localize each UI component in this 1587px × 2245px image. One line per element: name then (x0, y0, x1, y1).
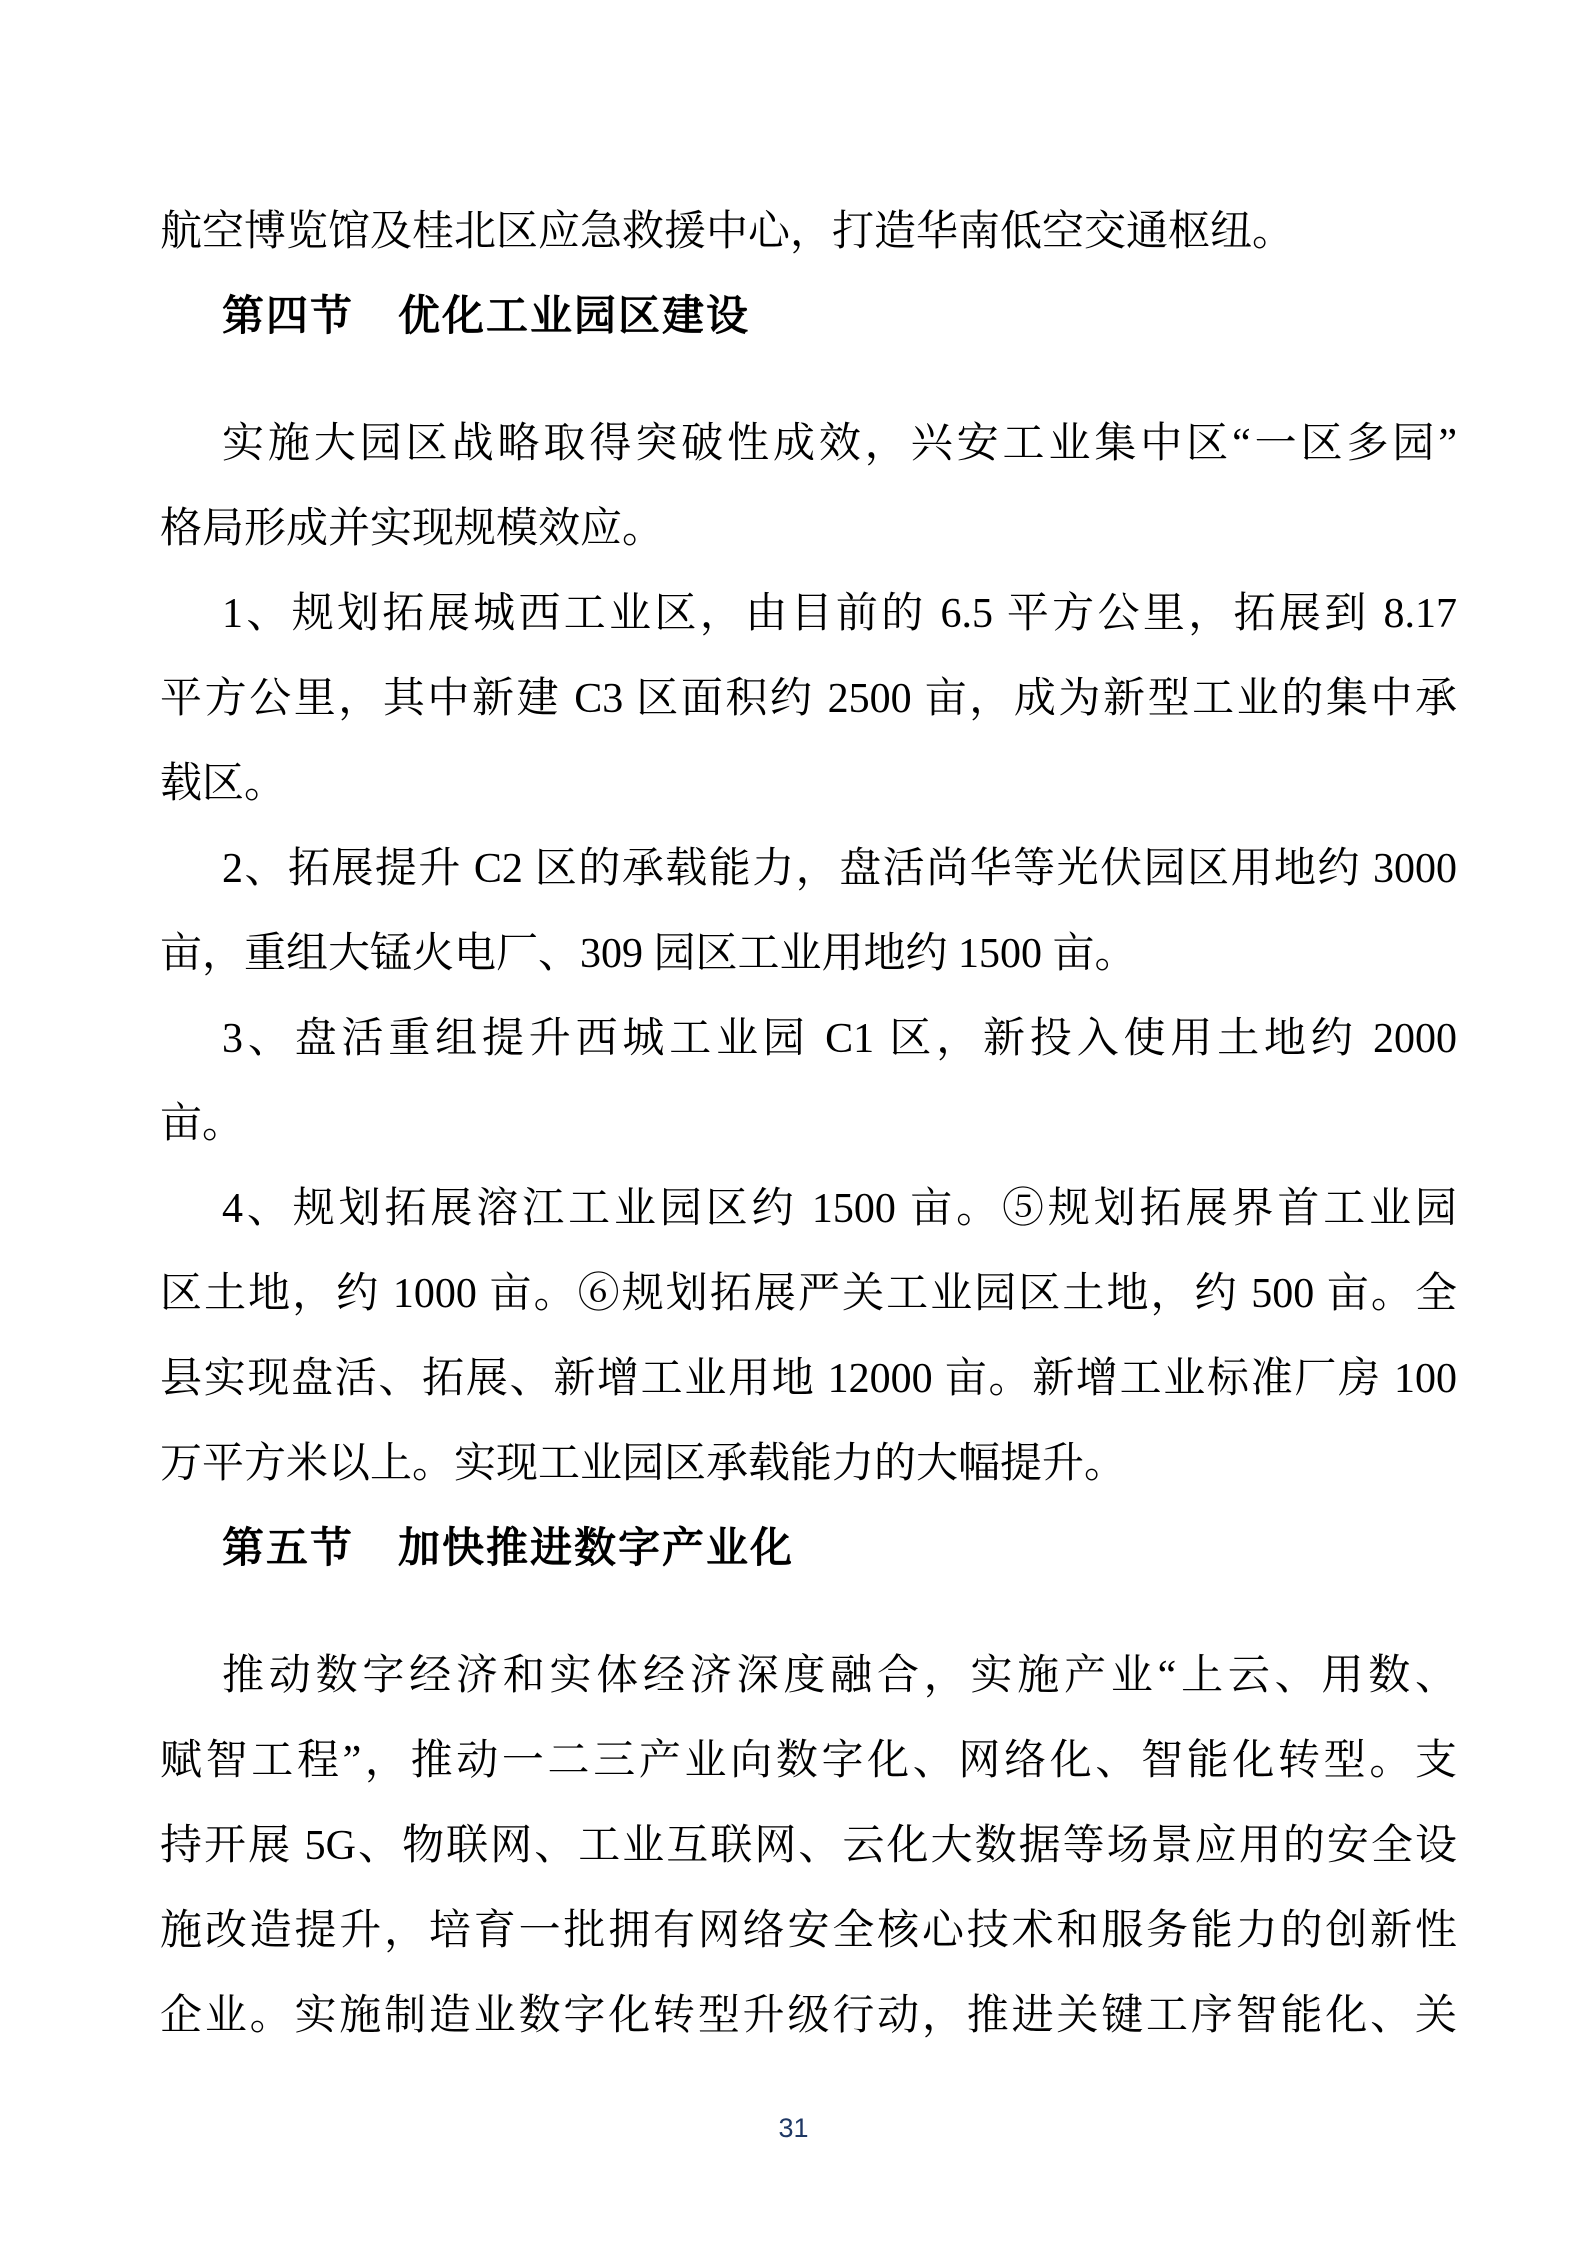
page-number: 31 (778, 2113, 809, 2143)
document-line: 县实现盘活、拓展、新增工业用地 12000 亩。新增工业标准厂房 100 (160, 1356, 1457, 1402)
document-line-item-4: 4、规划拓展溶江工业园区约 1500 亩。⑤规划拓展界首工业园 (222, 1186, 1457, 1232)
document-line: 格局形成并实现规模效应。 (160, 506, 665, 552)
document-line: 航空博览馆及桂北区应急救援中心，打造华南低空交通枢纽。 (160, 209, 1295, 255)
document-line: 赋智工程”，推动一二三产业向数字化、网络化、智能化转型。支 (160, 1738, 1457, 1784)
section-heading-5: 第五节 加快推进数字产业化 (222, 1526, 795, 1572)
document-line: 万平方米以上。实现工业园区承载能力的大幅提升。 (160, 1441, 1127, 1487)
section-heading-4: 第四节 优化工业园区建设 (222, 294, 751, 340)
document-line: 施改造提升，培育一批拥有网络安全核心技术和服务能力的创新性 (160, 1908, 1457, 1954)
document-line-item-3: 3、盘活重组提升西城工业园 C1 区，新投入使用土地约 2000 (222, 1016, 1457, 1062)
document-line: 区土地，约 1000 亩。⑥规划拓展严关工业园区土地，约 500 亩。全 (160, 1271, 1457, 1317)
document-line-item-2: 2、拓展提升 C2 区的承载能力，盘活尚华等光伏园区用地约 3000 (222, 846, 1457, 892)
document-line: 亩，重组大锰火电厂、309 园区工业用地约 1500 亩。 (160, 931, 1137, 977)
document-line: 亩。 (160, 1101, 245, 1147)
document-body (160, 190, 1457, 2059)
document-line: 平方公里，其中新建 C3 区面积约 2500 亩，成为新型工业的集中承 (160, 676, 1457, 722)
document-line: 持开展 5G、物联网、工业互联网、云化大数据等场景应用的安全设 (160, 1823, 1457, 1869)
document-line: 实施大园区战略取得突破性成效，兴安工业集中区“一区多园” (222, 421, 1457, 467)
document-line: 企业。实施制造业数字化转型升级行动，推进关键工序智能化、关 (160, 1993, 1457, 2039)
document-line: 载区。 (160, 761, 287, 807)
document-line: 推动数字经济和实体经济深度融合，实施产业“上云、用数、 (222, 1653, 1457, 1699)
document-line-item-1: 1、规划拓展城西工业区，由目前的 6.5 平方公里，拓展到 8.17 (222, 591, 1457, 637)
